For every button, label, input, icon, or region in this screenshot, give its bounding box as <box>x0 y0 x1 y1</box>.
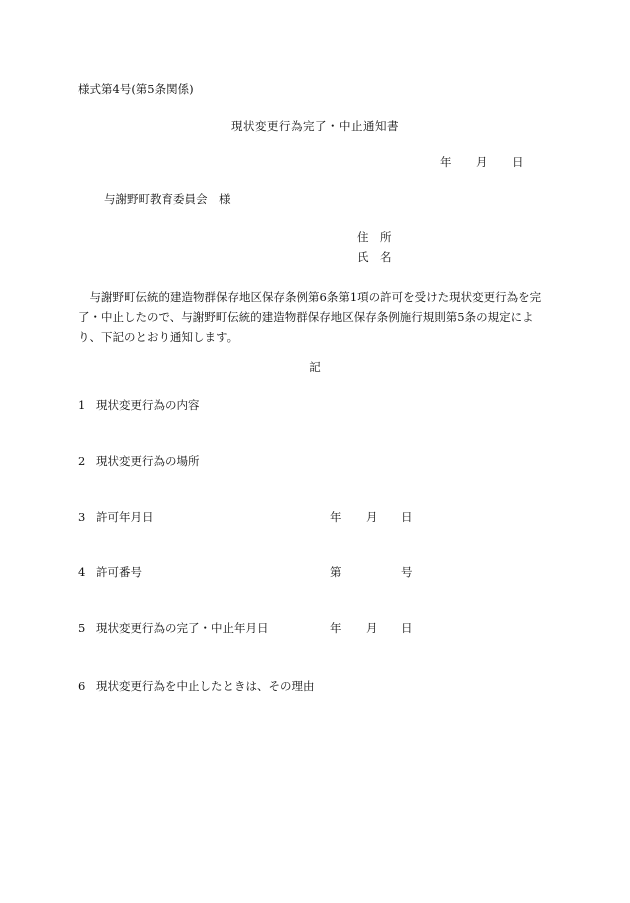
item-number: 5 <box>78 621 86 635</box>
date-month: 月 <box>476 155 488 169</box>
item-1 <box>78 400 200 412</box>
permit-date-month: 月 <box>366 510 378 524</box>
recipient: 与謝野町教育委員会 様 <box>104 192 231 206</box>
name-label: 氏 名 <box>357 250 392 264</box>
item-number: 3 <box>78 510 86 524</box>
item-5 <box>78 623 269 635</box>
item-6 <box>78 681 315 693</box>
item-label: 現状変更行為の完了・中止年月日 <box>96 621 269 635</box>
completion-date-day: 日 <box>401 621 413 635</box>
form-number: 様式第4号(第5条関係) <box>78 82 194 96</box>
permit-number-suffix: 号 <box>401 565 413 579</box>
item-label: 許可番号 <box>96 565 142 579</box>
permit-date-day: 日 <box>401 510 413 524</box>
item-number: 4 <box>78 565 86 579</box>
item-4 <box>78 567 142 579</box>
item-label: 現状変更行為の場所 <box>96 454 200 468</box>
completion-date-month: 月 <box>366 621 378 635</box>
body-paragraph: 与謝野町伝統的建造物群保存地区保存条例第6条第1項の許可を受けた現状変更行為を完了・中止したので、与謝野町伝統的建造物群保存地区保存条例施行規則第5条の規定により、下記のとおり通知します。 <box>78 290 542 344</box>
item-3 <box>78 512 154 524</box>
item-label: 現状変更行為を中止したときは、その理由 <box>96 679 315 693</box>
permit-number-prefix: 第 <box>330 565 342 579</box>
item-label: 許可年月日 <box>96 510 154 524</box>
address-label: 住 所 <box>357 230 392 244</box>
item-label: 現状変更行為の内容 <box>96 398 200 412</box>
item-number: 6 <box>78 679 86 693</box>
item-number: 1 <box>78 398 86 412</box>
ki-heading: 記 <box>309 360 321 374</box>
completion-date-year: 年 <box>330 621 342 635</box>
item-number: 2 <box>78 454 86 468</box>
item-2 <box>78 456 200 468</box>
document-title: 現状変更行為完了・中止通知書 <box>231 119 399 133</box>
date-day: 日 <box>512 155 524 169</box>
date-year: 年 <box>440 155 452 169</box>
permit-date-year: 年 <box>330 510 342 524</box>
